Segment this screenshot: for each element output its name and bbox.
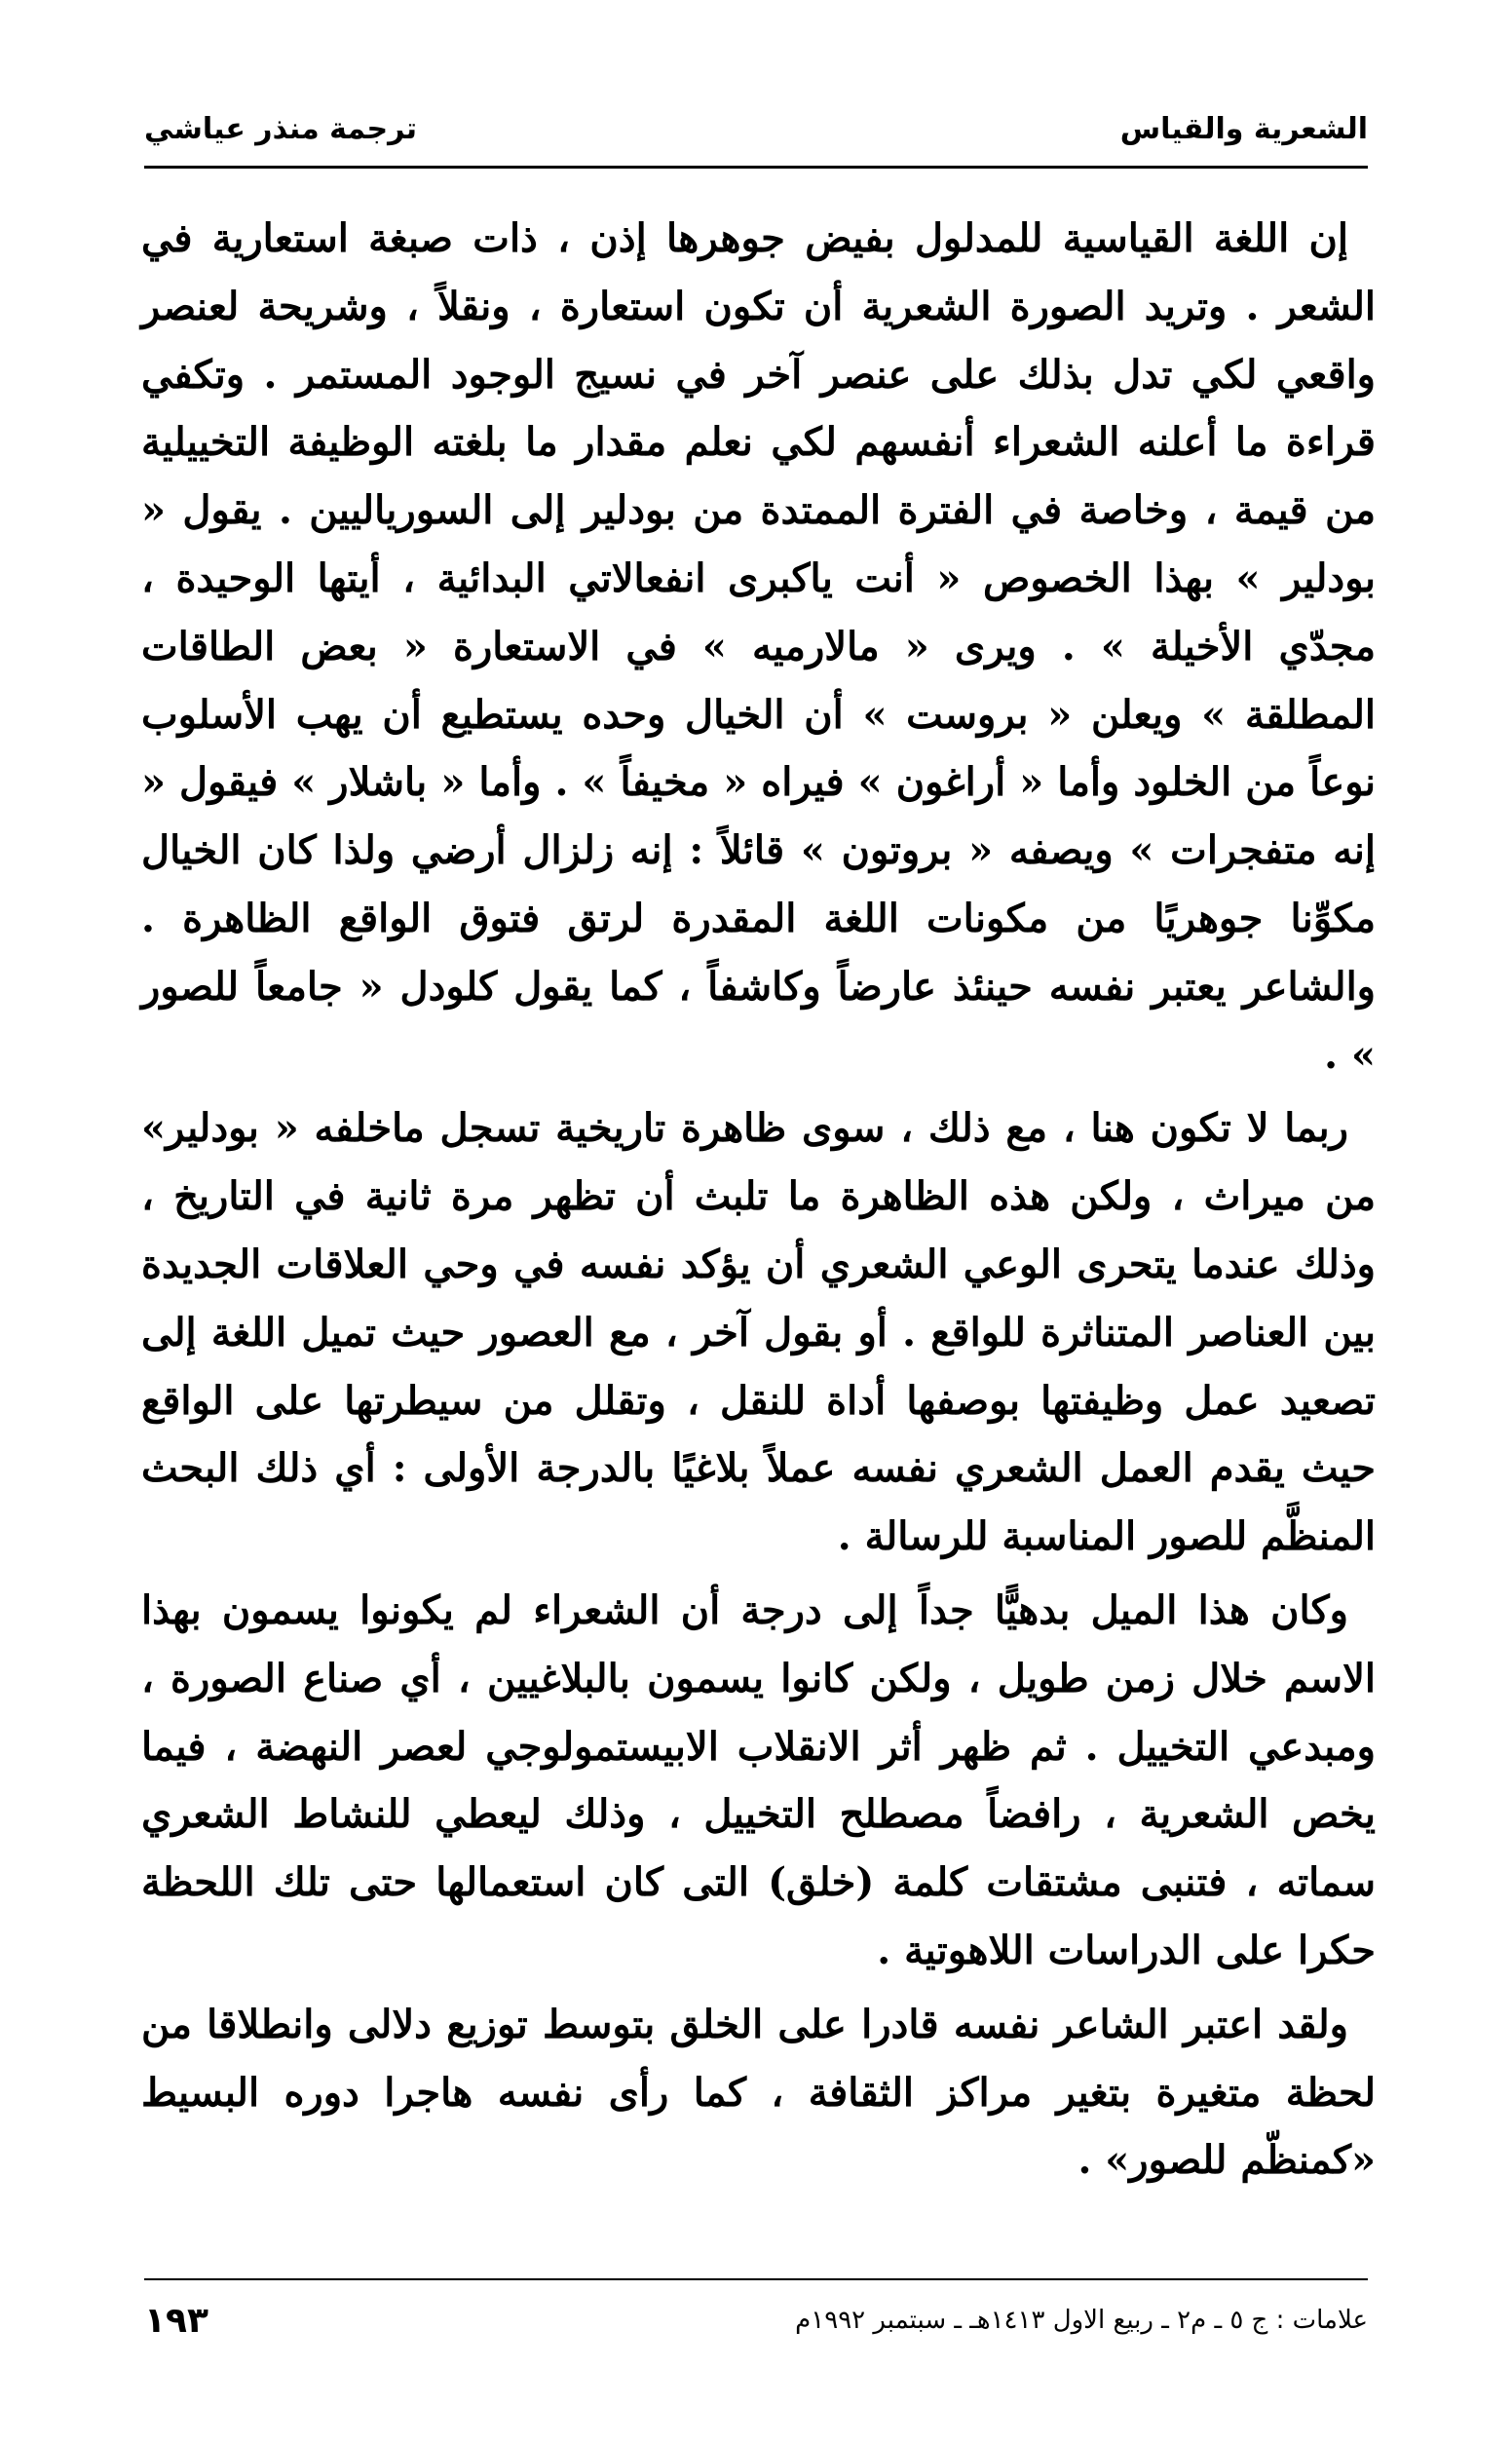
publication-info: علامات : ج ٥ ـ م٢ ـ ربيع الاول ١٤١٣هـ ـ سبتمبر ١٩٩٢م bbox=[795, 2306, 1368, 2335]
body-text bbox=[141, 205, 1376, 2195]
footer-divider bbox=[144, 2278, 1368, 2280]
header-divider bbox=[144, 166, 1368, 169]
book-title: الشعرية والقياس bbox=[1119, 111, 1368, 146]
paragraph-2: ربما لا تكون هنا ، مع ذلك ، سوى ظاهرة تاريخية تسجل ماخلفه « بودلير» من ميراث ، ولكن هذه الظاهرة ما تلبث أن تظهر مرة ثانية في التاريخ ، وذلك عندما يتحرى الوعي الشعري أن يؤكد نفسه في وحي العلاقات الجديدة بين العناصر المتناثرة للواقع . أو بقول آخر ، مع العصور حيث تميل اللغة إلى تصعيد عمل وظيفتها بوصفها أداة للنقل ، وتقلل من سيطرتها على الواقع حيث يقدم العمل الشعري نفسه عملاً بلاغيًا بالدرجة الأولى : أي ذلك البحث المنظَّم للصور المناسبة للرسالة . bbox=[141, 1105, 1377, 1560]
page-number: ١٩٣ bbox=[144, 2300, 208, 2341]
page-footer bbox=[144, 2296, 1368, 2345]
paragraph-3: وكان هذا الميل بدهيًّا جداً إلى درجة أن الشعراء لم يكونوا يسمون بهذا الاسم خلال زمن طويل ، ولكن كانوا يسمون بالبلاغيين ، أي صناع الصورة ، ومبدعي التخييل . ثم ظهر أثر الانقلاب الابيستمولوجي لعصر النهضة ، فيما يخص الشعرية ، رافضاً مصطلح التخييل ، وذلك ليعطي للنشاط الشعري سماته ، فتنبى مشتقات كلمة (خلق) التى كان استعمالها حتى تلك اللحظة حكرا على الدراسات اللاهوتية . bbox=[141, 1586, 1376, 1973]
paragraph-1: إن اللغة القياسية للمدلول بفيض جوهرها إذن ، ذات صبغة استعارية في الشعر . وتريد الصورة الشعرية أن تكون استعارة ، ونقلاً ، وشريحة لعنصر واقعي لكي تدل بذلك على عنصر آخر في نسيج الوجود المستمر . وتكفي قراءة ما أعلنه الشعراء أنفسهم لكي نعلم مقدار ما بلغته الوظيفة التخييلية من قيمة ، وخاصة في الفترة الممتدة من بودلير إلى السورياليين . يقول « بودلير » بهذا الخصوص « أنت ياكبرى انفعالاتي البدائية ، أيتها الوحيدة ، مجدّي الأخيلة » . ويرى « مالارميه » في الاستعارة « بعض الطاقات المطلقة » ويعلن « بروست » أن الخيال وحده يستطيع أن يهب الأسلوب نوعاً من الخلود وأما « أراغون » فيراه « مخيفاً » . وأما « باشلار » فيقول « إنه متفجرات » ويصفه « بروتون » قائلاً : إنه زلزال أرضي ولذا كان الخيال مكوِّنا جوهريًا من مكونات اللغة المقدرة لرتق فتوق الواقع الظاهرة . والشاعر يعتبر نفسه حينئذ عارضاً وكاشفاً ، كما يقول كلودل « جامعاً للصور » . bbox=[141, 215, 1376, 1078]
translator-credit: ترجمة منذر عياشي bbox=[144, 111, 418, 146]
running-header bbox=[144, 99, 1368, 158]
paragraph-4: ولقد اعتبر الشاعر نفسه قادرا على الخلق بتوسط توزيع دلالى وانطلاقا من لحظة متغيرة بتغير مراكز الثقافة ، كما رأى نفسه هاجرا دوره البسيط «كمنظّم للصور» . bbox=[141, 2001, 1376, 2184]
